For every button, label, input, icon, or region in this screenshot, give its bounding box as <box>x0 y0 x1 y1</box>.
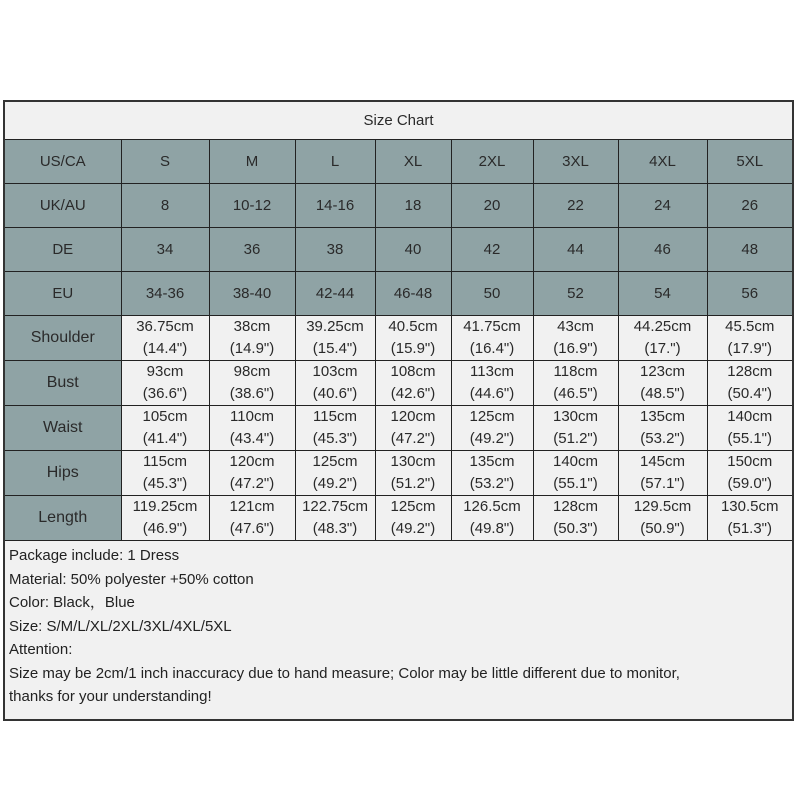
measurement-cell <box>618 316 707 361</box>
size-cell: 34 <box>121 228 209 272</box>
measurement-cell <box>209 496 295 541</box>
measurement-row-length <box>5 496 792 541</box>
measurement-cell <box>707 451 792 496</box>
inch-value: (40.6") <box>312 385 358 402</box>
size-cell: 2XL <box>451 140 533 184</box>
measurement-cell <box>209 406 295 451</box>
measurement-cell <box>121 451 209 496</box>
cm-value: 140cm <box>727 408 773 425</box>
measurement-cell <box>121 316 209 361</box>
measurement-row-waist <box>5 406 792 451</box>
size-cell: S <box>121 140 209 184</box>
measurement-cell <box>209 361 295 406</box>
cm-value: 39.25cm <box>306 318 364 335</box>
row-label: US/CA <box>5 140 121 184</box>
inch-value: (51.2") <box>390 475 436 492</box>
note-package: Package include: 1 Dress <box>9 547 180 564</box>
inch-value: (38.6") <box>229 385 275 402</box>
size-cell: 48 <box>707 228 792 272</box>
measurement-cell <box>209 316 295 361</box>
measurement-cell <box>533 496 618 541</box>
measurement-cell <box>451 361 533 406</box>
inch-value: (36.6") <box>142 385 188 402</box>
measurement-cell <box>618 361 707 406</box>
cm-value: 130cm <box>390 453 436 470</box>
row-label: EU <box>5 272 121 316</box>
inch-value: (45.3") <box>142 475 188 492</box>
cm-value: 128cm <box>727 363 773 380</box>
cm-value: 126.5cm <box>463 498 521 515</box>
cm-value: 43cm <box>557 318 594 335</box>
measurement-cell <box>295 361 375 406</box>
note-color: Color: Black，Blue <box>9 594 135 611</box>
row-label: Shoulder <box>5 316 121 361</box>
measurement-cell <box>295 406 375 451</box>
inch-value: (55.1") <box>727 430 772 447</box>
inch-value: (50.3") <box>553 520 598 537</box>
measurement-cell <box>618 406 707 451</box>
size-cell: 38 <box>295 228 375 272</box>
size-cell: 52 <box>533 272 618 316</box>
cm-value: 98cm <box>233 363 271 380</box>
size-row-uk-au <box>5 184 792 228</box>
measurement-cell <box>375 361 451 406</box>
cm-value: 130cm <box>552 408 599 425</box>
row-label: Bust <box>5 361 121 406</box>
measurement-row-shoulder <box>5 316 792 361</box>
cm-value: 45.5cm <box>725 318 775 335</box>
measurement-cell <box>618 496 707 541</box>
measurement-cell <box>451 496 533 541</box>
inch-value: (53.2") <box>469 475 515 492</box>
chart-title: Size Chart <box>5 102 792 140</box>
inch-value: (55.1") <box>553 475 598 492</box>
inch-value: (15.4") <box>312 340 358 357</box>
measurement-cell <box>451 316 533 361</box>
size-cell: 4XL <box>618 140 707 184</box>
cm-value: 125cm <box>469 408 515 425</box>
measurement-cell <box>707 496 792 541</box>
cm-value: 119.25cm <box>132 498 198 515</box>
size-row-eu <box>5 272 792 316</box>
inch-value: (49.2") <box>390 520 436 537</box>
measurement-cell <box>375 316 451 361</box>
row-label: Waist <box>5 406 121 451</box>
measurement-cell <box>707 406 792 451</box>
size-cell: 8 <box>121 184 209 228</box>
size-cell: 20 <box>451 184 533 228</box>
cm-value: 118cm <box>553 363 598 380</box>
measurement-cell <box>209 451 295 496</box>
measurement-cell <box>533 316 618 361</box>
measurement-cell <box>533 361 618 406</box>
note-attention: Attention: <box>9 641 73 658</box>
inch-value: (14.4") <box>142 340 188 357</box>
size-cell: 5XL <box>707 140 792 184</box>
inch-value: (49.2") <box>469 430 515 447</box>
measurement-cell <box>707 316 792 361</box>
cm-value: 110cm <box>230 408 274 425</box>
size-row-us-ca <box>5 140 792 184</box>
measurement-row-bust <box>5 361 792 406</box>
inch-value: (47.6") <box>229 520 275 537</box>
inch-value: (49.2") <box>312 475 358 492</box>
measurement-cell <box>375 406 451 451</box>
note-disclaimer-1: Size may be 2cm/1 inch inaccuracy due to hand measure; Color may be little different due to monitor, <box>9 664 680 682</box>
size-cell: 46 <box>618 228 707 272</box>
row-label: DE <box>5 228 121 272</box>
inch-value: (59.0") <box>727 475 772 492</box>
inch-value: (44.6") <box>469 385 515 402</box>
inch-value: (49.8") <box>469 520 515 537</box>
size-cell: 46-48 <box>375 272 451 316</box>
inch-value: (53.2") <box>640 430 685 447</box>
cm-value: 120cm <box>229 453 275 470</box>
cm-value: 38cm <box>233 318 271 335</box>
cm-value: 140cm <box>552 453 599 470</box>
inch-value: (48.3") <box>312 520 358 537</box>
cm-value: 121cm <box>229 498 275 515</box>
cm-value: 120cm <box>390 408 436 425</box>
cm-value: 122.75cm <box>302 498 368 515</box>
inch-value: (57.1") <box>640 475 685 492</box>
cm-value: 129.5cm <box>633 498 692 515</box>
cm-value: 44.25cm <box>633 318 692 335</box>
cm-value: 125cm <box>312 453 358 470</box>
size-cell: 14-16 <box>295 184 375 228</box>
inch-value: (50.9") <box>640 520 685 537</box>
cm-value: 105cm <box>142 408 188 425</box>
size-cell: XL <box>375 140 451 184</box>
size-cell: 36 <box>209 228 295 272</box>
size-chart-sheet <box>3 100 794 721</box>
size-cell: 42-44 <box>295 272 375 316</box>
measurement-cell <box>121 406 209 451</box>
inch-value: (50.4") <box>727 385 772 402</box>
cm-value: 125cm <box>390 498 436 515</box>
cm-value: 123cm <box>639 363 686 380</box>
size-cell: 42 <box>451 228 533 272</box>
measurement-cell <box>533 451 618 496</box>
size-cell: 26 <box>707 184 792 228</box>
inch-value: (45.3") <box>312 430 358 447</box>
inch-value: (46.9") <box>142 520 188 537</box>
cm-value: 128cm <box>552 498 599 515</box>
size-cell: 44 <box>533 228 618 272</box>
measurement-cell <box>533 406 618 451</box>
inch-value: (42.6") <box>390 385 436 402</box>
note-size: Size: S/M/L/XL/2XL/3XL/4XL/5XL <box>9 617 232 635</box>
inch-value: (43.4") <box>229 430 275 447</box>
inch-value: (47.2") <box>390 430 436 447</box>
measurement-cell <box>375 496 451 541</box>
cm-value: 135cm <box>469 453 515 470</box>
size-cell: 22 <box>533 184 618 228</box>
row-label: Hips <box>5 451 121 496</box>
cm-value: 150cm <box>727 453 773 470</box>
note-disclaimer-2: thanks for your understanding! <box>9 688 212 705</box>
size-cell: 34-36 <box>121 272 209 316</box>
row-label: UK/AU <box>5 184 121 228</box>
measurement-cell <box>121 496 209 541</box>
size-cell: L <box>295 140 375 184</box>
note-material: Material: 50% polyester +50% cotton <box>9 570 254 588</box>
cm-value: 130.5cm <box>720 498 779 515</box>
row-label: Length <box>5 496 121 541</box>
size-chart-table <box>5 102 792 541</box>
inch-value: (48.5") <box>640 385 685 402</box>
cm-value: 103cm <box>312 363 358 380</box>
size-cell: 56 <box>707 272 792 316</box>
size-cell: M <box>209 140 295 184</box>
measurement-cell <box>121 361 209 406</box>
measurement-cell <box>618 451 707 496</box>
cm-value: 113cm <box>470 363 514 380</box>
cm-value: 36.75cm <box>136 318 194 335</box>
cm-value: 115cm <box>313 408 357 425</box>
size-cell: 38-40 <box>209 272 295 316</box>
size-cell: 40 <box>375 228 451 272</box>
size-row-de <box>5 228 792 272</box>
measurement-cell <box>707 361 792 406</box>
measurement-cell <box>451 406 533 451</box>
inch-value: (16.4") <box>469 340 515 357</box>
cm-value: 108cm <box>390 363 436 380</box>
cm-value: 145cm <box>639 453 686 470</box>
cm-value: 40.5cm <box>388 318 438 335</box>
measurement-cell <box>295 451 375 496</box>
inch-value: (46.5") <box>553 385 598 402</box>
inch-value: (41.4") <box>142 430 188 447</box>
inch-value: (14.9") <box>229 340 275 357</box>
size-cell: 50 <box>451 272 533 316</box>
inch-value: (17.9") <box>727 340 772 357</box>
inch-value: (17.") <box>644 340 681 357</box>
size-cell: 54 <box>618 272 707 316</box>
cm-value: 41.75cm <box>463 318 521 335</box>
measurement-cell <box>295 316 375 361</box>
cm-value: 115cm <box>143 453 187 470</box>
measurement-row-hips <box>5 451 792 496</box>
cm-value: 93cm <box>146 363 184 380</box>
measurement-cell <box>451 451 533 496</box>
inch-value: (51.2") <box>553 430 598 447</box>
size-cell: 24 <box>618 184 707 228</box>
inch-value: (15.9") <box>390 340 436 357</box>
inch-value: (47.2") <box>229 475 275 492</box>
size-cell: 3XL <box>533 140 618 184</box>
inch-value: (51.3") <box>727 520 772 537</box>
inch-value: (16.9") <box>553 340 598 357</box>
measurement-cell <box>295 496 375 541</box>
cm-value: 135cm <box>639 408 686 425</box>
measurement-cell <box>375 451 451 496</box>
size-cell: 10-12 <box>209 184 295 228</box>
product-notes <box>5 541 792 709</box>
size-cell: 18 <box>375 184 451 228</box>
